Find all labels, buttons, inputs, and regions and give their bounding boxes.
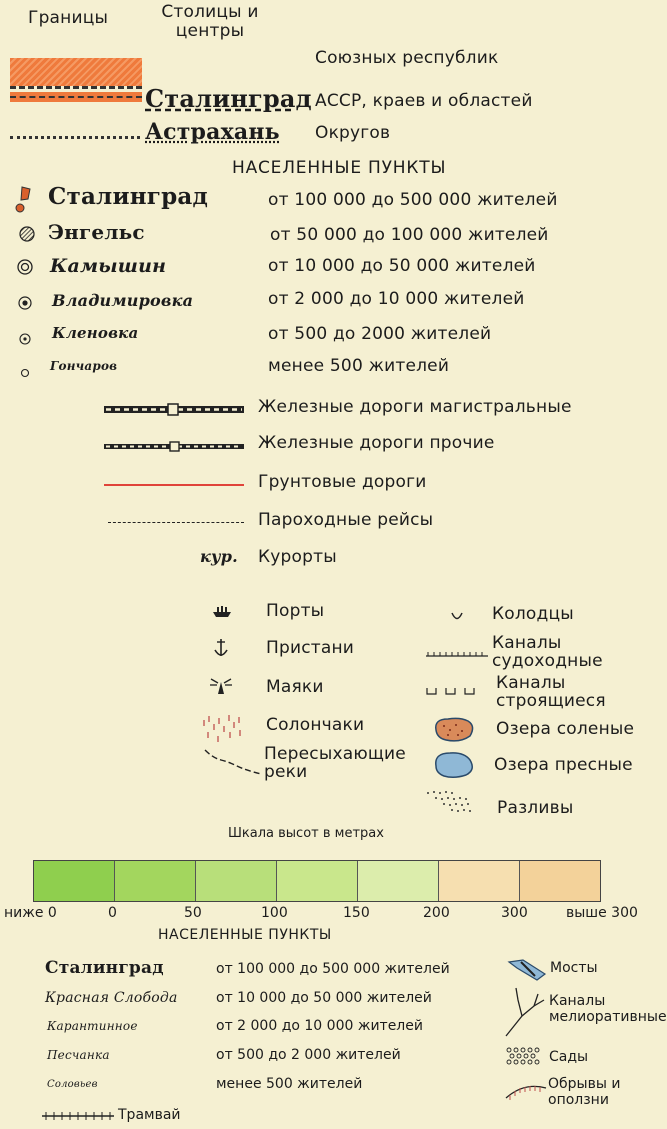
steamship-route-symbol <box>108 522 244 523</box>
dot-circle-icon <box>17 295 35 313</box>
col-header-capitals: Столицы и центры <box>161 2 259 41</box>
capital-example-stalingrad: Сталинград <box>145 84 312 113</box>
feature-label: Озера пресные <box>494 755 633 775</box>
cliffs-landslides-icon <box>504 1080 548 1102</box>
city-range: от 100 000 до 500 000 жителей <box>216 961 450 977</box>
settlement-name: Владимировка <box>52 291 194 310</box>
city-name: Песчанка <box>47 1048 110 1062</box>
elevation-scale-bar <box>33 860 601 902</box>
elevation-label: 100 <box>261 905 288 921</box>
port-icon <box>212 604 232 618</box>
right-item-label: Сады <box>549 1049 589 1065</box>
resort-symbol: кур. <box>200 547 238 566</box>
gardens-icon <box>506 1047 542 1067</box>
city-name: Карантинное <box>47 1019 138 1033</box>
feature-label: Пересыхающие реки <box>264 744 406 782</box>
lighthouse-icon <box>209 676 233 696</box>
navigable-canal-symbol <box>426 650 488 658</box>
city-range: менее 500 жителей <box>216 1076 363 1092</box>
settlements-heading: НАСЕЛЕННЫЕ ПУНКТЫ <box>232 158 447 178</box>
dirt-road-symbol <box>104 484 244 486</box>
feature-label: Маяки <box>266 677 324 697</box>
elevation-label: 150 <box>343 905 370 921</box>
feature-label: Разливы <box>497 798 574 818</box>
double-circle-icon <box>16 258 36 278</box>
border-okrug-line <box>10 136 140 139</box>
tram-label: Трамвай <box>118 1107 181 1123</box>
well-icon <box>451 612 463 622</box>
road-label: Железные дороги магистральные <box>258 397 572 417</box>
bridge-icon <box>507 958 547 982</box>
border-union-republic-line <box>10 86 142 89</box>
road-label: Курорты <box>258 547 337 567</box>
feature-label: Каналы строящиеся <box>496 673 606 711</box>
border-row-label: АССР, краев и областей <box>315 91 533 111</box>
road-label: Грунтовые дороги <box>258 472 427 492</box>
elevation-band <box>439 861 520 901</box>
elevation-label: 300 <box>501 905 528 921</box>
settlement-name: Гончаров <box>50 359 118 373</box>
hatched-circle-icon <box>18 225 38 245</box>
right-item-label: Мосты <box>550 960 598 976</box>
elevation-label: выше 300 <box>566 905 638 921</box>
elevation-band <box>196 861 277 901</box>
small-dot-circle-icon <box>19 333 33 347</box>
elevation-label: 50 <box>184 905 202 921</box>
city-name: Соловьев <box>47 1079 98 1090</box>
elevation-label: ниже 0 <box>4 905 57 921</box>
feature-label: Солончаки <box>266 715 365 735</box>
settlement-range: от 100 000 до 500 000 жителей <box>268 190 558 210</box>
floods-icon <box>426 790 476 816</box>
city-settlements-heading: НАСЕЛЕННЫЕ ПУНКТЫ <box>158 927 332 943</box>
settlement-name: Энгельс <box>48 220 145 244</box>
canal-under-construction-symbol <box>426 686 488 696</box>
elevation-band <box>277 861 358 901</box>
border-assr-line <box>10 96 142 98</box>
elevation-label: 0 <box>108 905 117 921</box>
tram-symbol <box>42 1112 114 1120</box>
elevation-scale-title: Шкала высот в метрах <box>228 826 384 841</box>
right-item-label: Каналы мелиоративные <box>549 993 667 1025</box>
feature-label: Колодцы <box>492 604 574 624</box>
tiny-circle-icon <box>20 368 32 380</box>
settlement-name: Сталинград <box>48 183 208 210</box>
road-label: Железные дороги прочие <box>258 433 495 453</box>
settlement-range: от 500 до 2000 жителей <box>268 324 492 344</box>
feature-label: Пристани <box>266 638 355 658</box>
settlement-range: от 2 000 до 10 000 жителей <box>268 289 525 309</box>
right-item-label: Обрывы и оползни <box>548 1076 621 1108</box>
road-label: Пароходные рейсы <box>258 510 434 530</box>
settlement-range: от 50 000 до 100 000 жителей <box>270 225 549 245</box>
salt-lake-icon <box>432 716 476 744</box>
elevation-band <box>115 861 196 901</box>
border-row-label: Союзных республик <box>315 48 499 68</box>
settlement-range: от 10 000 до 50 000 жителей <box>268 256 536 276</box>
city-large-icon <box>12 185 36 215</box>
fresh-lake-icon <box>432 750 476 780</box>
border-row-label: Округов <box>315 123 391 143</box>
railway-main-symbol <box>104 404 244 416</box>
city-range: от 2 000 до 10 000 жителей <box>216 1018 423 1034</box>
city-range: от 10 000 до 50 000 жителей <box>216 990 432 1006</box>
border-union-republic-symbol <box>10 58 142 86</box>
salt-marsh-icon <box>200 712 250 746</box>
feature-label: Озера соленые <box>496 719 635 739</box>
elevation-label: 200 <box>423 905 450 921</box>
capital-example-astrakhan: Астрахань <box>145 119 280 145</box>
railway-other-symbol <box>104 442 244 452</box>
settlement-range: менее 500 жителей <box>268 356 450 376</box>
settlement-name: Камышин <box>50 255 167 277</box>
irrigation-canal-icon <box>504 986 548 1038</box>
city-range: от 500 до 2 000 жителей <box>216 1047 401 1063</box>
settlement-name: Кленовка <box>52 324 139 342</box>
feature-label: Каналы судоходные <box>492 633 603 671</box>
elevation-band <box>520 861 600 901</box>
feature-label: Порты <box>266 601 325 621</box>
city-name: Сталинград <box>45 958 164 978</box>
col-header-borders: Границы <box>28 8 109 28</box>
pier-anchor-icon <box>212 638 230 660</box>
drying-river-icon <box>203 748 263 778</box>
city-name: Красная Слобода <box>45 990 178 1006</box>
elevation-band <box>358 861 439 901</box>
elevation-band <box>34 861 115 901</box>
